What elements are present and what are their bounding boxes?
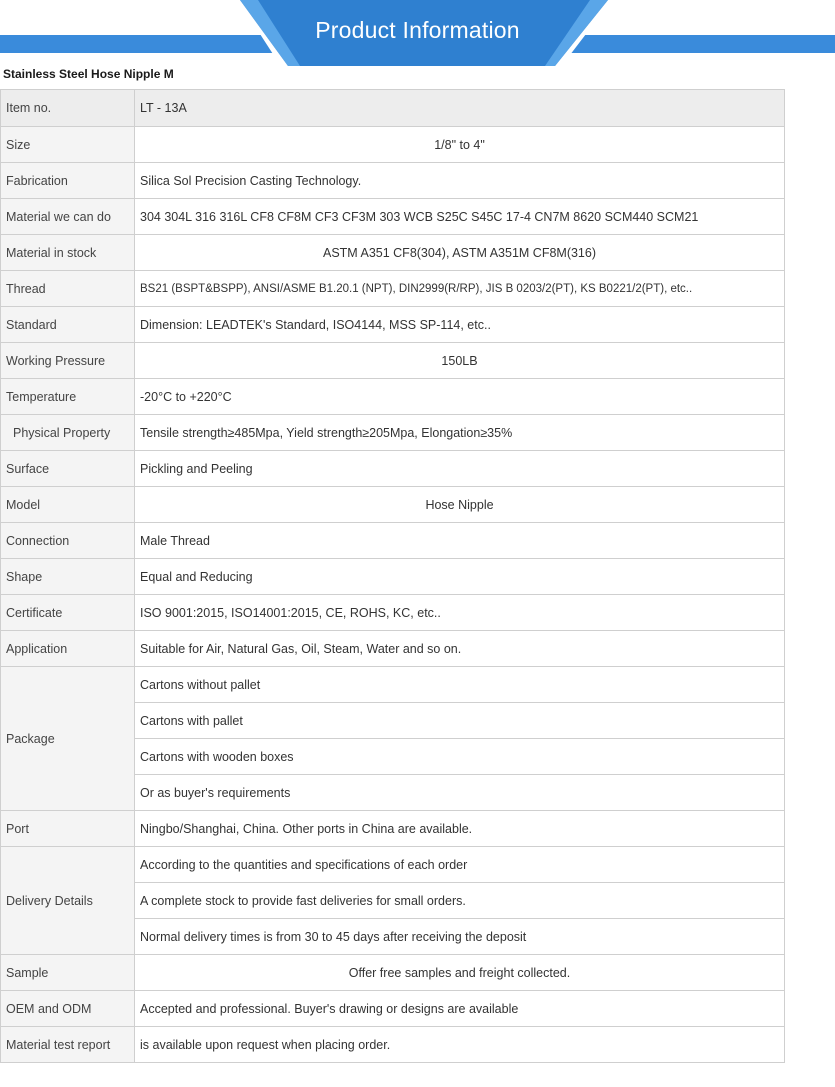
row-label: Temperature	[1, 379, 135, 415]
row-value: Ningbo/Shanghai, China. Other ports in China are available.	[135, 811, 785, 847]
row-label: Size	[1, 127, 135, 163]
row-value: LT - 13A	[135, 90, 785, 127]
row-label: Port	[1, 811, 135, 847]
row-label: Connection	[1, 523, 135, 559]
row-value: 150LB	[135, 343, 785, 379]
table-row	[1, 955, 785, 991]
row-label: Thread	[1, 271, 135, 307]
row-value: Cartons with wooden boxes	[135, 739, 785, 775]
row-value: According to the quantities and specifications of each order	[135, 847, 785, 883]
row-value: Tensile strength≥485Mpa, Yield strength≥205Mpa, Elongation≥35%	[135, 415, 785, 451]
table-row	[1, 487, 785, 523]
row-value: 304 304L 316 316L CF8 CF8M CF3 CF3M 303 WCB S25C S45C 17-4 CN7M 8620 SCM440 SCM21	[135, 199, 785, 235]
row-value: Male Thread	[135, 523, 785, 559]
spec-table	[0, 89, 785, 1063]
row-value: Pickling and Peeling	[135, 451, 785, 487]
table-row	[1, 90, 785, 127]
table-row	[1, 847, 785, 883]
row-value: Dimension: LEADTEK's Standard, ISO4144, MSS SP-114, etc..	[135, 307, 785, 343]
table-row	[1, 1027, 785, 1063]
row-value: Accepted and professional. Buyer's drawing or designs are available	[135, 991, 785, 1027]
row-value: Suitable for Air, Natural Gas, Oil, Steam, Water and so on.	[135, 631, 785, 667]
row-value: Or as buyer's requirements	[135, 775, 785, 811]
section-banner	[0, 0, 835, 68]
table-row	[1, 163, 785, 199]
row-label: Model	[1, 487, 135, 523]
table-row	[1, 991, 785, 1027]
row-value: Silica Sol Precision Casting Technology.	[135, 163, 785, 199]
table-row	[1, 271, 785, 307]
row-label: Sample	[1, 955, 135, 991]
table-row	[1, 811, 785, 847]
table-row	[1, 127, 785, 163]
row-value: ASTM A351 CF8(304), ASTM A351M CF8M(316)	[135, 235, 785, 271]
row-label: OEM and ODM	[1, 991, 135, 1027]
row-label: Physical Property	[1, 415, 135, 451]
row-value: ISO 9001:2015, ISO14001:2015, CE, ROHS, KC, etc..	[135, 595, 785, 631]
row-value: Equal and Reducing	[135, 559, 785, 595]
row-value: Hose Nipple	[135, 487, 785, 523]
row-label: Standard	[1, 307, 135, 343]
row-value: -20°C to +220°C	[135, 379, 785, 415]
row-value: Offer free samples and freight collected.	[135, 955, 785, 991]
table-row	[1, 667, 785, 703]
banner-title: Product Information	[315, 17, 520, 43]
row-value: A complete stock to provide fast deliveries for small orders.	[135, 883, 785, 919]
row-value: is available upon request when placing order.	[135, 1027, 785, 1063]
row-value: Cartons with pallet	[135, 703, 785, 739]
row-label: Surface	[1, 451, 135, 487]
row-label: Item no.	[1, 90, 135, 127]
row-label: Material we can do	[1, 199, 135, 235]
table-row	[1, 595, 785, 631]
row-label: Working Pressure	[1, 343, 135, 379]
table-row	[1, 307, 785, 343]
table-row	[1, 235, 785, 271]
row-label: Material test report	[1, 1027, 135, 1063]
row-label: Package	[1, 667, 135, 811]
row-value: Cartons without pallet	[135, 667, 785, 703]
table-row	[1, 415, 785, 451]
table-row	[1, 523, 785, 559]
row-value: 1/8" to 4"	[135, 127, 785, 163]
table-row	[1, 379, 785, 415]
table-row	[1, 343, 785, 379]
table-row	[1, 451, 785, 487]
row-label: Material in stock	[1, 235, 135, 271]
row-value: BS21 (BSPT&BSPP), ANSI/ASME B1.20.1 (NPT), DIN2999(R/RP), JIS B 0203/2(PT), KS B0221/2(PT), etc..	[135, 271, 785, 307]
row-label: Application	[1, 631, 135, 667]
product-title: Stainless Steel Hose Nipple M	[3, 67, 174, 81]
row-label: Certificate	[1, 595, 135, 631]
table-row	[1, 631, 785, 667]
row-value: Normal delivery times is from 30 to 45 days after receiving the deposit	[135, 919, 785, 955]
row-label: Delivery Details	[1, 847, 135, 955]
row-label: Fabrication	[1, 163, 135, 199]
row-label: Shape	[1, 559, 135, 595]
table-row	[1, 199, 785, 235]
table-row	[1, 559, 785, 595]
